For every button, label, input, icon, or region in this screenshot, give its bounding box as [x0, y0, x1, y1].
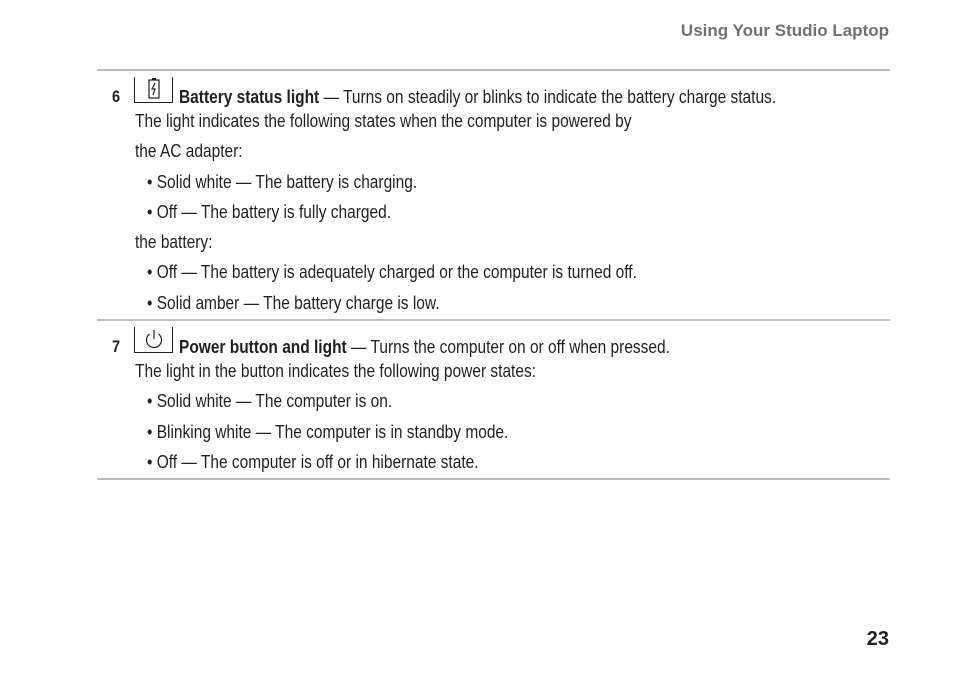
bullet-item: • Solid white — The computer is on. — [147, 391, 393, 411]
battery-icon — [134, 77, 173, 103]
page-number: 23 — [866, 628, 889, 650]
item-term: Power button and light — [179, 337, 347, 357]
item-number: 6 — [112, 87, 121, 106]
divider-middle — [97, 319, 890, 321]
group-label-ac-adapter: the AC adapter: — [135, 141, 243, 161]
bullet-item: • Off — The battery is fully charged. — [147, 202, 392, 222]
group-label-battery: the battery: — [135, 232, 213, 252]
bullet-item: • Solid white — The battery is charging. — [147, 172, 418, 192]
bullet-item: • Off — The battery is adequately charged or the computer is turned off. — [147, 262, 637, 282]
divider-top — [97, 69, 890, 71]
item-description: — Turns the computer on or off when pressed. — [346, 337, 670, 357]
bullet-item: • Solid amber — The battery charge is low. — [147, 293, 440, 313]
item-heading-line — [179, 87, 776, 108]
item-term: Battery status light — [179, 87, 320, 107]
item-heading-line — [179, 337, 670, 358]
bullet-item: • Off — The computer is off or in hibernate state. — [147, 452, 479, 472]
item-body-line: The light indicates the following states when the computer is powered by — [135, 111, 632, 131]
running-header: Using Your Studio Laptop — [680, 21, 889, 40]
item-description: — Turns on steadily or blinks to indicate the battery charge status. — [319, 87, 777, 107]
item-number: 7 — [112, 337, 121, 356]
bullet-item: • Blinking white — The computer is in standby mode. — [147, 422, 509, 442]
divider-bottom — [97, 478, 890, 480]
item-body-line: The light in the button indicates the following power states: — [135, 361, 537, 381]
power-icon — [134, 327, 173, 353]
